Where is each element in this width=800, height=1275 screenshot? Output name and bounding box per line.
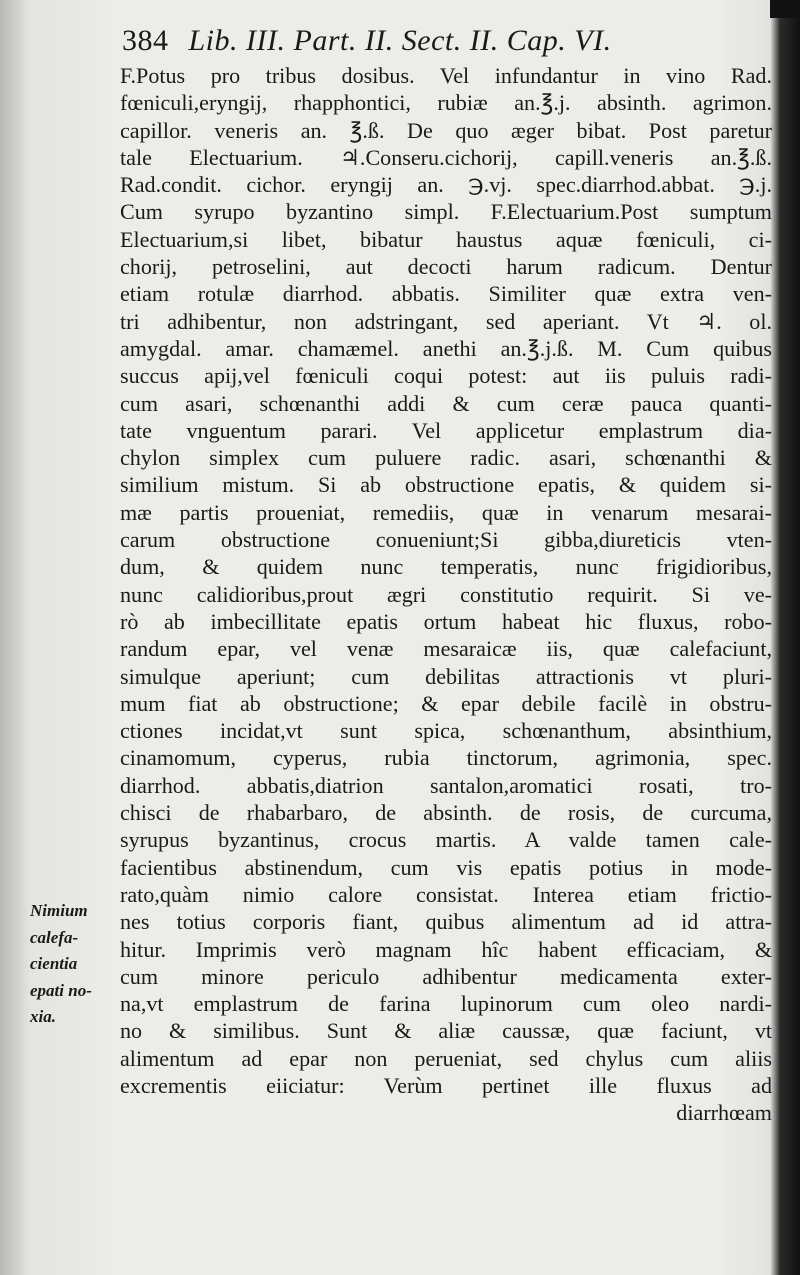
text-line: rò ab imbecillitate epatis ortum habeat hic fluxus, robo- <box>120 608 772 634</box>
page-number: 384 <box>122 24 169 57</box>
text-line: hitur. Imprimis verò magnam hîc habent efficaciam, & <box>120 936 772 962</box>
text-line: cinamomum, cyperus, rubia tinctorum, agrimonia, spec. <box>120 745 772 771</box>
text-line: succus apij,vel fœniculi coqui potest: aut iis puluis radi- <box>120 363 772 389</box>
margin-note-line: Nimium <box>30 901 88 920</box>
text-line: cum minore periculo adhibentur medicamenta exter- <box>120 963 772 989</box>
margin-note-line: calefa- <box>30 927 79 947</box>
text-line: Cum syrupo byzantino simpl. F.Electuarium.Post sumptum <box>120 199 772 225</box>
text-line: tri adhibentur, non adstringant, sed aperiant. Vt ♃. ol. <box>120 308 772 334</box>
text-line: F.Potus pro tribus dosibus. Vel infundantur in vino Rad. <box>120 63 772 88</box>
text-line: mum fiat ab obstructione; & epar debile facilè in obstru- <box>120 690 772 716</box>
text-line: chorij, petroselini, aut decocti harum radicum. Dentur <box>120 254 772 280</box>
text-line: Electuarium,si libet, bibatur haustus aquæ fœniculi, ci- <box>120 226 772 252</box>
margin-note <box>30 898 118 1031</box>
text-line: carum obstructione conueniunt;Si gibba,diureticis vten- <box>120 527 772 553</box>
text-line: amygdal. amar. chamæmel. anethi an.℥.j.ß. M. Cum quibus <box>120 335 772 361</box>
text-line: Rad.condit. cichor. eryngij an. ℈.vj. spec.diarrhod.abbat. ℈.j. <box>120 172 772 198</box>
text-line: tale Electuarium. ♃.Conseru.cichorij, capill.veneris an.℥.ß. <box>120 144 772 170</box>
text-line: no & similibus. Sunt & aliæ caussæ, quæ faciunt, vt <box>120 1018 772 1044</box>
scan-edge <box>770 0 800 18</box>
text-line: nes totius corporis fiant, quibus alimentum ad id attra- <box>120 909 772 935</box>
margin-note-line: epati no- <box>30 980 92 1000</box>
text-line: ctiones incidat,vt sunt spica, schœnanthum, absinthium, <box>120 718 772 744</box>
body-text <box>120 62 772 1127</box>
page-header <box>122 24 762 64</box>
text-line: nunc calidioribus,prout ægri constitutio requirit. Si ve- <box>120 581 772 607</box>
margin-note-line: cientia <box>30 954 78 973</box>
text-line: etiam rotulæ diarrhod. abbatis. Similiter quæ extra ven- <box>120 281 772 307</box>
text-line: diarrhœam <box>676 1100 772 1126</box>
text-line: diarrhod. abbatis,diatrion santalon,aromatici rosati, tro- <box>120 772 772 798</box>
text-line: dum, & quidem nunc temperatis, nunc frigidioribus, <box>120 554 772 580</box>
text-line: na,vt emplastrum de farina lupinorum cum oleo nardi- <box>120 991 772 1017</box>
text-line: mæ partis proueniat, remediis, quæ in venarum mesarai- <box>120 499 772 525</box>
text-line: randum epar, vel venæ mesaraicæ iis, quæ calefaciunt, <box>120 636 772 662</box>
text-line: alimentum ad epar non perueniat, sed chylus cum aliis <box>120 1045 772 1071</box>
text-line: capillor. veneris an. ℥.ß. De quo æger bibat. Post paretur <box>120 117 772 143</box>
text-line: simulque aperiunt; cum debilitas attractionis vt pluri- <box>120 663 772 689</box>
text-line: syrupus byzantinus, crocus martis. A valde tamen cale- <box>120 827 772 853</box>
text-line: fœniculi,eryngij, rhapphontici, rubiæ an.℥.j. absinth. agrimon. <box>120 90 772 116</box>
text-line: similium mistum. Si ab obstructione epatis, & quidem si- <box>120 472 772 498</box>
text-line: cum asari, schœnanthi addi & cum ceræ pauca quanti- <box>120 390 772 416</box>
text-line: chisci de rhabarbaro, de absinth. de rosis, de curcuma, <box>120 800 772 826</box>
text-line: rato,quàm nimio calore consistat. Interea etiam frictio- <box>120 881 772 907</box>
text-line: chylon simplex cum puluere radic. asari, schœnanthi & <box>120 445 772 471</box>
text-line: tate vnguentum parari. Vel applicetur emplastrum dia- <box>120 417 772 443</box>
text-line: excrementis eiiciatur: Verùm pertinet ille fluxus ad <box>120 1072 772 1098</box>
running-title: Lib. III. Part. II. Sect. II. Cap. VI. <box>188 24 612 57</box>
margin-note-line: xia. <box>30 1007 56 1026</box>
text-line: facientibus abstinendum, cum vis epatis potius in mode- <box>120 854 772 880</box>
